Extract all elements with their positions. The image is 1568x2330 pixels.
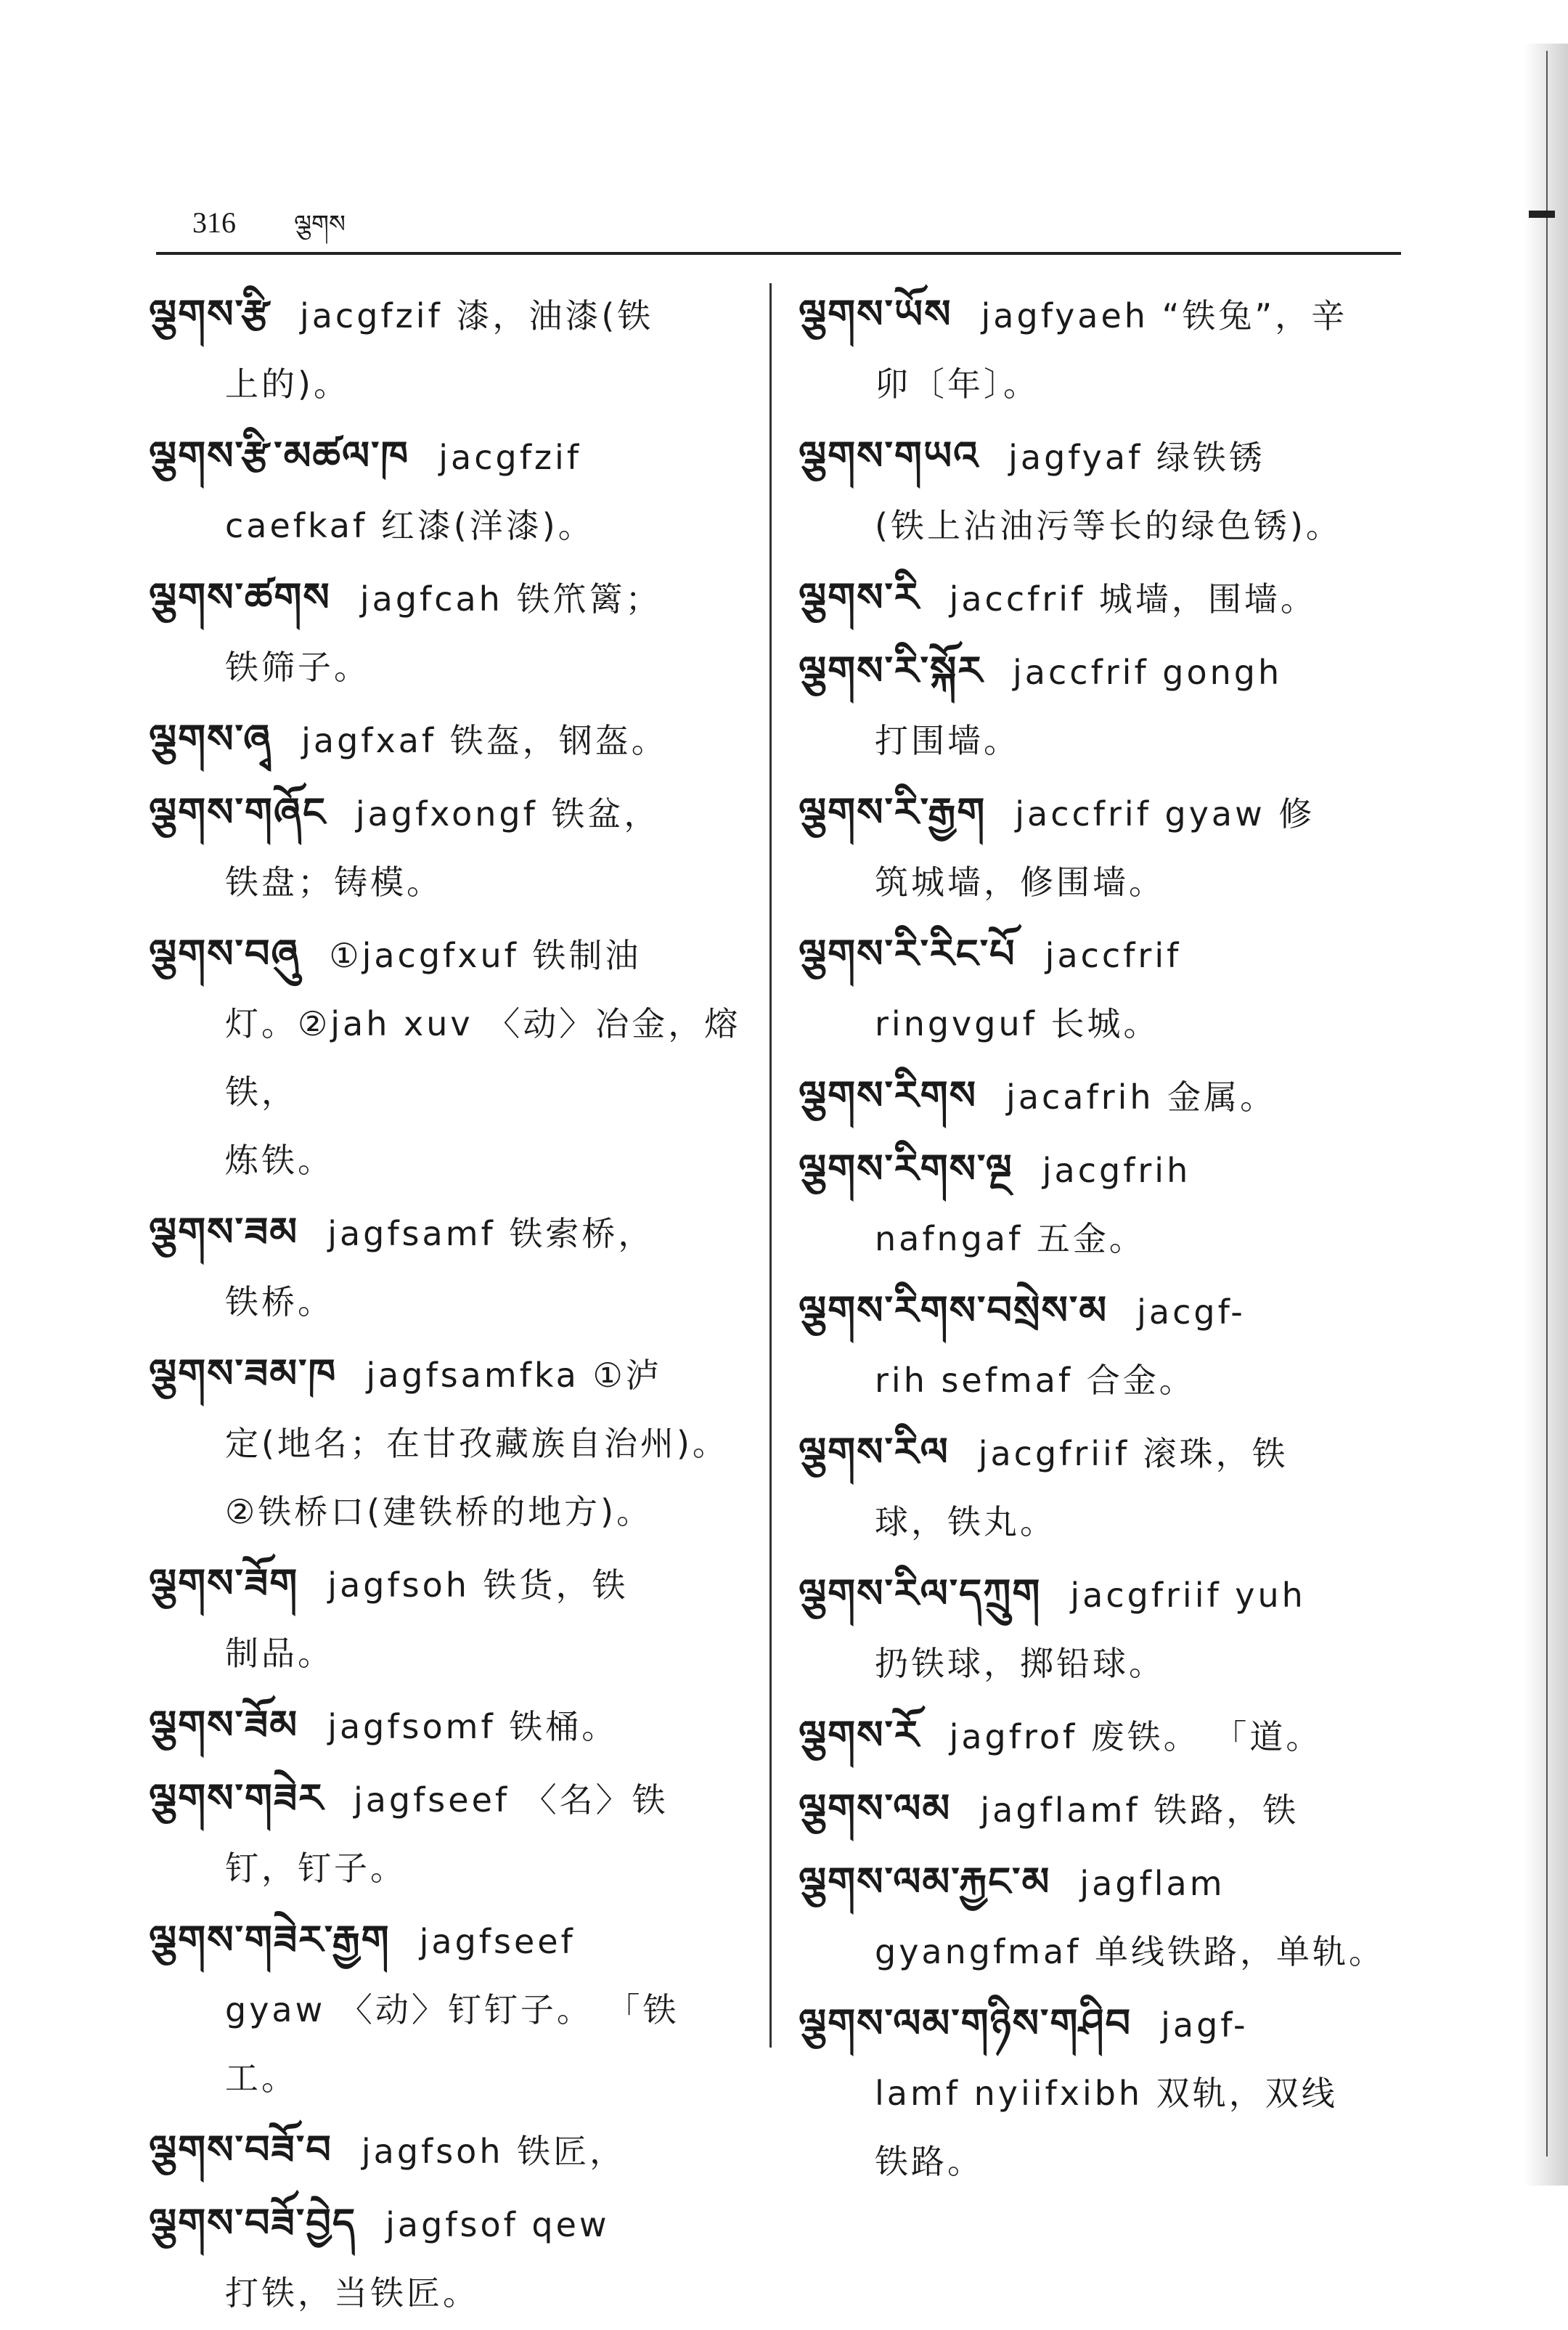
page-number: 316 (192, 206, 236, 239)
dictionary-entry (799, 778, 1401, 916)
entry-line-3: 炼铁。 (225, 1141, 334, 1180)
dictionary-entry (149, 563, 744, 701)
dictionary-entry (149, 1905, 744, 2112)
entry-headword: ལྕགས་ལམ་གཉིས་གཤིབ (799, 2000, 1132, 2046)
entry-line-2: rih sefmaf 合金。 (875, 1361, 1196, 1400)
entry-line-1: jagfxongf 铁盆， (355, 794, 661, 834)
entry-line-1: jagfsoh 铁货，铁 (327, 1565, 629, 1605)
dictionary-entry (799, 1700, 1401, 1771)
entry-headword: ལྕགས་ཡོས (799, 290, 952, 337)
dictionary-entry (149, 1764, 744, 1902)
entry-line-1: jacgfzif (438, 438, 582, 477)
entry-line-1: jacgfriif yuh (1070, 1576, 1306, 1615)
entry-headword: ལྕགས་གཟེར་རྒྱག (149, 1916, 391, 1963)
entry-line-1: jagfseef 〈名〉铁 (353, 1780, 669, 1820)
entry-line-1: jaccfrif gongh (1013, 653, 1283, 692)
entry-headword: ལྕགས་བཟོ་བྱེད (149, 2199, 357, 2246)
entry-line-1: jagfsoh 铁匠， (361, 2132, 626, 2171)
dictionary-entry (149, 2115, 744, 2186)
entry-headword: ལྕགས་རིལ་དཀྲུག (799, 1570, 1042, 1616)
entry-line-1: jacgfriif 滚珠，铁 (978, 1434, 1289, 1473)
entry-headword: ལྕགས་ལམ (799, 1785, 952, 1831)
dictionary-entry (799, 1061, 1401, 1131)
entry-line-1: jacgf- (1137, 1292, 1246, 1332)
entry-line-2: 钉，钉子。 (225, 1849, 407, 1888)
page-edge-line (1546, 51, 1548, 2156)
dictionary-entry (149, 1339, 744, 1546)
entry-headword: ལྕགས་གཟེར (149, 1775, 324, 1821)
right-column (799, 280, 1401, 2199)
dictionary-entry (799, 421, 1401, 560)
entry-line-2: gyangfmaf 单线铁路，单轨。 (875, 1932, 1385, 1971)
entry-line-1: jaccfrif gyaw 修 (1015, 794, 1315, 834)
column-divider (769, 283, 772, 2048)
dictionary-entry (799, 1774, 1401, 1844)
entry-line-2: 铁盘；铸模。 (225, 863, 443, 902)
entry-line-1: jagflamf 铁路，铁 (980, 1791, 1299, 1830)
dictionary-entry (799, 1847, 1401, 1986)
entry-line-2: lamf nyiifxibh 双轨，双线 (875, 2074, 1338, 2113)
entry-headword: ལྕགས་ཞྭ (149, 715, 273, 762)
entry-line-2: ringvguf 长城。 (875, 1004, 1160, 1043)
entry-line-1: jagfcah 铁笊篱； (359, 579, 662, 619)
dictionary-entry (799, 1134, 1401, 1273)
entry-line-2: 定(地名；在甘孜藏族自治州)。 (225, 1424, 729, 1463)
entry-line-2: 打铁，当铁匠。 (225, 2273, 479, 2313)
entry-line-1: ①jacgfxuf 铁制油 (329, 936, 642, 975)
entry-headword: ལྕགས་རིལ (799, 1428, 950, 1475)
entry-line-2: 卯〔年〕。 (875, 364, 1040, 404)
entry-headword: ལྕགས་ཟམ་ཁ (149, 1350, 338, 1396)
entry-headword: ལྕགས་རོ (799, 1711, 920, 1758)
entry-headword: ལྕགས་ལམ་རྐྱང་མ (799, 1858, 1051, 1905)
dictionary-entry (149, 2188, 744, 2327)
entry-line-1: jagf- (1161, 2005, 1249, 2045)
dictionary-entry (799, 563, 1401, 633)
dictionary-entry (799, 1276, 1401, 1414)
entry-headword: ལྕགས་གཡའ (799, 432, 980, 478)
dictionary-entry (799, 636, 1401, 775)
entry-line-2: gyaw 〈动〉钉钉子。 「铁工。 (225, 1990, 679, 2098)
entry-headword: ལྕགས་རིགས་བསྲེས་མ (799, 1287, 1108, 1333)
dictionary-entry (799, 280, 1401, 418)
dictionary-entry (149, 421, 744, 560)
entry-headword: ལྕགས་རྩི་མཚལ་ཁ (149, 432, 410, 478)
entry-headword: ལྕགས་རིགས (799, 1072, 978, 1118)
page-header (192, 196, 346, 266)
entry-line-2: 制品。 (225, 1634, 334, 1673)
dictionary-entry (149, 1197, 744, 1336)
section-tibetan-heading: ལྕགས (294, 210, 346, 239)
entry-line-2: 打围墙。 (875, 721, 1020, 760)
dictionary-entry (149, 1549, 744, 1687)
entry-line-1: jagfyaf 绿铁锈 (1008, 438, 1265, 477)
entry-line-1: jagfsof qew (385, 2205, 610, 2244)
entry-headword: ལྕགས་རི་རིང་པོ (799, 930, 1016, 977)
left-column (149, 280, 744, 2330)
entry-headword: ལྕགས་རི་རྒྱག (799, 789, 987, 835)
entry-headword: ལྕགས་རིགས་ལྔ (799, 1145, 1013, 1192)
entry-headword: ལྕགས་ཟོག (149, 1560, 299, 1606)
entry-headword: ལྕགས་ཟམ (149, 1208, 299, 1255)
entry-line-1: jagflam (1079, 1864, 1225, 1903)
entry-line-1: jacafrih 金属。 (1006, 1078, 1277, 1117)
dictionary-entry (799, 1559, 1401, 1698)
entry-line-2: 铁筛子。 (225, 648, 370, 687)
dictionary-entry (799, 1989, 1401, 2196)
dictionary-entry (149, 919, 744, 1194)
dictionary-entry (149, 280, 744, 418)
entry-headword: ལྕགས་བཟོ་བ (149, 2126, 332, 2172)
entry-line-2: (铁上沾油污等长的绿色锈)。 (875, 506, 1342, 545)
dictionary-entry (799, 919, 1401, 1058)
entry-line-2: 球，铁丸。 (875, 1502, 1056, 1541)
entry-line-1: jaccfrif 城墙，围墙。 (949, 579, 1317, 619)
entry-headword: ལྕགས་རྩི (149, 290, 271, 337)
entry-line-3: ②铁桥口(建铁桥的地方)。 (225, 1492, 653, 1531)
page-edge-mark (1529, 211, 1555, 218)
entry-line-2: 铁桥。 (225, 1282, 334, 1321)
entry-line-2: 扔铁球，掷铅球。 (875, 1644, 1165, 1683)
header-rule (156, 252, 1401, 255)
entry-line-1: jagfrof 废铁。 「道。 (949, 1717, 1323, 1756)
entry-headword: ལྕགས་ཚགས (149, 574, 331, 620)
entry-line-1: jacgfrih (1042, 1151, 1191, 1190)
entry-line-3: 铁路。 (875, 2142, 984, 2181)
entry-line-2: caefkaf 红漆(洋漆)。 (225, 506, 595, 545)
entry-line-1: jagfseef (419, 1922, 576, 1961)
entry-line-1: jagfsamf 铁索桥， (327, 1214, 655, 1253)
dictionary-entry (149, 1690, 744, 1761)
entry-line-1: jagfsamfka ①泸 (366, 1356, 662, 1395)
entry-line-1: jacgfzif 漆，油漆(铁 (299, 296, 654, 335)
entry-line-1: jagfyaeh “铁兔”，辛 (981, 296, 1348, 335)
entry-headword: ལྕགས་གཞོང (149, 789, 327, 835)
entry-headword: ལྕགས་རི (799, 574, 920, 620)
entry-line-1: jagfsomf 铁桶。 (327, 1707, 618, 1746)
entry-headword: ལྕགས་ཟོམ (149, 1701, 299, 1748)
entry-line-2: 上的)。 (225, 364, 350, 404)
entry-headword: ལྕགས་རི་སྐོར (799, 647, 984, 693)
dictionary-entry (149, 704, 744, 775)
entry-headword: ལྕགས་བཞུ (149, 930, 301, 977)
entry-line-2: nafngaf 五金。 (875, 1219, 1146, 1258)
dictionary-entry (799, 1417, 1401, 1556)
entry-line-2: 筑城墙，修围墙。 (875, 863, 1165, 902)
entry-line-2: 灯。②jah xuv 〈动〉冶金，熔铁， (225, 1004, 741, 1112)
dictionary-entry (149, 778, 744, 916)
entry-line-1: jaccfrif (1045, 936, 1182, 975)
entry-line-1: jagfxaf 铁盔，钢盔。 (301, 721, 668, 760)
